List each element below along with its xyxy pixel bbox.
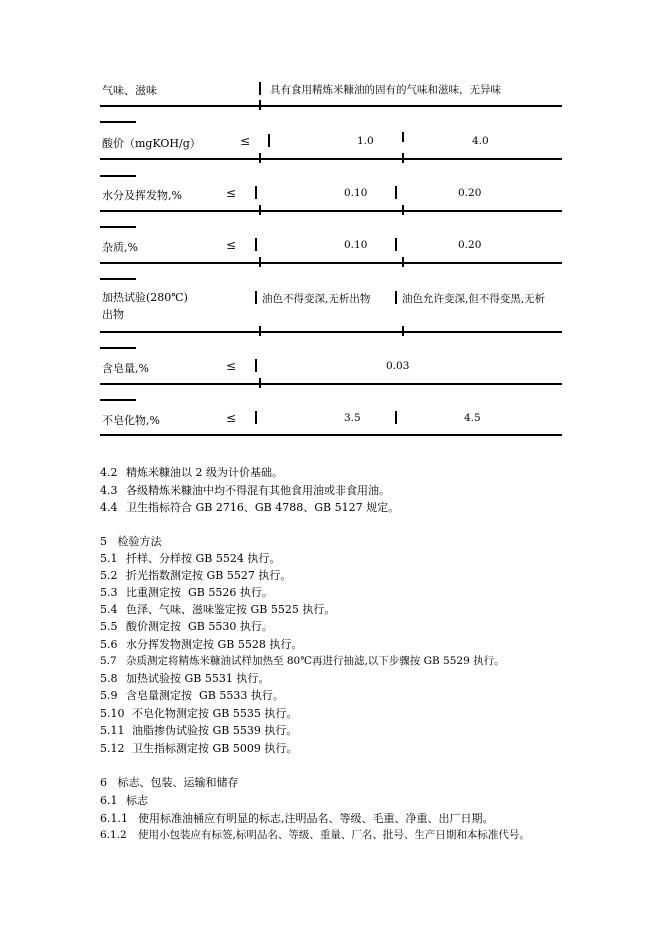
row-operator: ≤ (226, 238, 237, 252)
separator-tick (402, 205, 404, 215)
row-separator (100, 331, 562, 333)
separator-tick (402, 326, 404, 336)
method-item (100, 740, 297, 756)
row-label-odor: 气味、滋味 (102, 84, 157, 97)
method-item (100, 670, 269, 686)
cell-divider (255, 238, 257, 251)
row-operator: ≤ (240, 134, 251, 148)
row-separator-short (100, 175, 136, 177)
method-item (100, 601, 335, 617)
row-label-moisture: 水分及挥发物,% (102, 189, 182, 202)
cell-divider (268, 134, 270, 147)
separator-tick (259, 257, 261, 267)
row-separator-short (100, 121, 136, 123)
note-number: 4.4 (100, 501, 118, 514)
cell-divider (255, 186, 257, 199)
item-text: 水分挥发物测定按 GB 5528 执行。 (126, 638, 303, 651)
subsection-heading (100, 792, 148, 808)
cell-divider (259, 82, 261, 95)
row-value-merged: 0.03 (386, 360, 410, 372)
item-text: 酸价测定按 GB 5530 执行。 (126, 620, 273, 633)
method-item (100, 636, 302, 652)
item-number: 5.8 (100, 672, 118, 685)
item-number: 5.11 (100, 724, 125, 737)
row-separator (100, 383, 562, 385)
note-text: 精炼米糠油以 2 级为计价基础。 (126, 466, 283, 479)
row-value-grade1: 油色不得变深,无析出物 (262, 293, 371, 305)
method-item (100, 687, 284, 703)
row-separator-short (100, 226, 136, 228)
row-separator (100, 158, 562, 160)
row-separator (100, 210, 562, 212)
item-text: 卫生指标测定按 GB 5009 执行。 (132, 742, 298, 755)
note-item (100, 482, 390, 498)
item-text: 油脂掺伪试验按 GB 5539 执行。 (132, 724, 298, 737)
table-bottom-border (100, 434, 562, 436)
row-label-impurities: 杂质,% (102, 241, 138, 254)
note-item (100, 499, 399, 515)
row-label-line2: 出物 (102, 308, 124, 321)
item-text: 色泽、气味、滋味鉴定按 GB 5525 执行。 (126, 603, 336, 616)
item-number: 5.10 (100, 707, 125, 720)
item-number: 5.7 (100, 655, 117, 667)
cell-divider (395, 238, 397, 251)
item-number: 5.4 (100, 603, 118, 616)
cell-divider (255, 411, 257, 424)
item-text: 标志 (126, 794, 148, 807)
separator-tick (402, 132, 404, 142)
row-operator: ≤ (226, 411, 237, 425)
item-text: 加热试验按 GB 5531 执行。 (126, 672, 270, 685)
item-number: 5.6 (100, 638, 118, 651)
item-number: 5.5 (100, 620, 118, 633)
item-number: 5.9 (100, 689, 118, 702)
row-value-grade1: 0.10 (344, 187, 368, 199)
item-text: 使用标准油桶应有明显的标志,注明品名、等级、毛重、净重、出厂日期。 (138, 812, 494, 825)
row-separator-short (100, 278, 136, 280)
cell-divider (255, 359, 257, 372)
method-item (100, 584, 273, 600)
separator-tick (259, 205, 261, 215)
row-value-grade2: 4.0 (472, 135, 489, 147)
item-number: 5.2 (100, 569, 118, 582)
cell-divider (395, 411, 397, 424)
item-text: 不皂化物测定按 GB 5535 执行。 (132, 707, 298, 720)
method-item (100, 550, 280, 566)
separator-tick (402, 153, 404, 163)
note-text: 卫生指标符合 GB 2716、GB 4788、GB 5127 规定。 (126, 501, 400, 514)
note-text: 各级精炼米糠油中均不得混有其他食用油或非食用油。 (126, 484, 390, 497)
item-text: 比重测定按 GB 5526 执行。 (126, 586, 273, 599)
row-separator-short (100, 347, 136, 349)
method-item (100, 653, 505, 668)
row-label-acid-value: 酸价（mgKOH/g） (102, 137, 201, 150)
row-value-grade1: 1.0 (357, 135, 374, 147)
note-number: 4.3 (100, 484, 118, 497)
row-value-grade2: 0.20 (458, 239, 482, 251)
item-number: 5.1 (100, 552, 118, 565)
row-value-grade2: 4.5 (464, 412, 481, 424)
note-item (100, 464, 283, 480)
row-value-grade2: 油色允许变深,但不得变黑,无析 (402, 293, 546, 305)
item-number: 5.12 (100, 742, 125, 755)
row-value-grade1: 3.5 (344, 412, 361, 424)
row-separator (100, 262, 562, 264)
row-label-soap-content: 含皂量,% (102, 362, 149, 375)
section-title: 5 检验方法 (100, 535, 162, 548)
method-item (100, 567, 291, 583)
item-number: 5.3 (100, 586, 118, 599)
item-number: 6.1.1 (100, 812, 128, 825)
row-operator: ≤ (226, 359, 237, 373)
separator-tick (259, 326, 261, 336)
row-separator-short (100, 399, 136, 401)
cell-divider (395, 291, 397, 304)
section-title: 6 标志、包装、运输和储存 (100, 776, 239, 789)
note-number: 4.2 (100, 466, 118, 479)
item-number: 6.1.2 (100, 829, 127, 841)
row-value-grade2: 0.20 (458, 187, 482, 199)
row-label-heating-test (102, 289, 188, 323)
item-text: 使用小包装应有标签,标明品名、等级、重量、厂名、批号、生产日期和本标准代号。 (138, 829, 530, 841)
item-text: 折光指数测定按 GB 5527 执行。 (126, 569, 292, 582)
row-label-line1: 加热试验(280℃) (102, 291, 188, 304)
marking-item (100, 827, 530, 842)
method-item (100, 722, 297, 738)
cell-divider (395, 186, 397, 199)
row-value-grade1: 0.10 (344, 239, 368, 251)
separator-tick (402, 257, 404, 267)
row-operator: ≤ (226, 186, 237, 200)
row-value-odor: 具有食用精炼米糠油的固有的气味和滋味，无异味 (270, 84, 501, 96)
method-item (100, 618, 273, 634)
separator-tick (259, 153, 261, 163)
item-text: 杂质测定将精炼米糠油试样加热至 80℃再进行抽滤,以下步骤按 GB 5529 执行。 (126, 655, 505, 667)
row-separator (100, 105, 562, 107)
row-label-unsaponifiables: 不皂化物,% (102, 414, 160, 427)
separator-tick (259, 378, 261, 388)
cell-divider (255, 291, 257, 304)
item-text: 扦样、分样按 GB 5524 执行。 (126, 552, 281, 565)
marking-item (100, 810, 494, 826)
item-text: 含皂量测定按 GB 5533 执行。 (126, 689, 284, 702)
method-item (100, 705, 297, 721)
separator-tick (259, 100, 261, 110)
item-number: 6.1 (100, 794, 118, 807)
